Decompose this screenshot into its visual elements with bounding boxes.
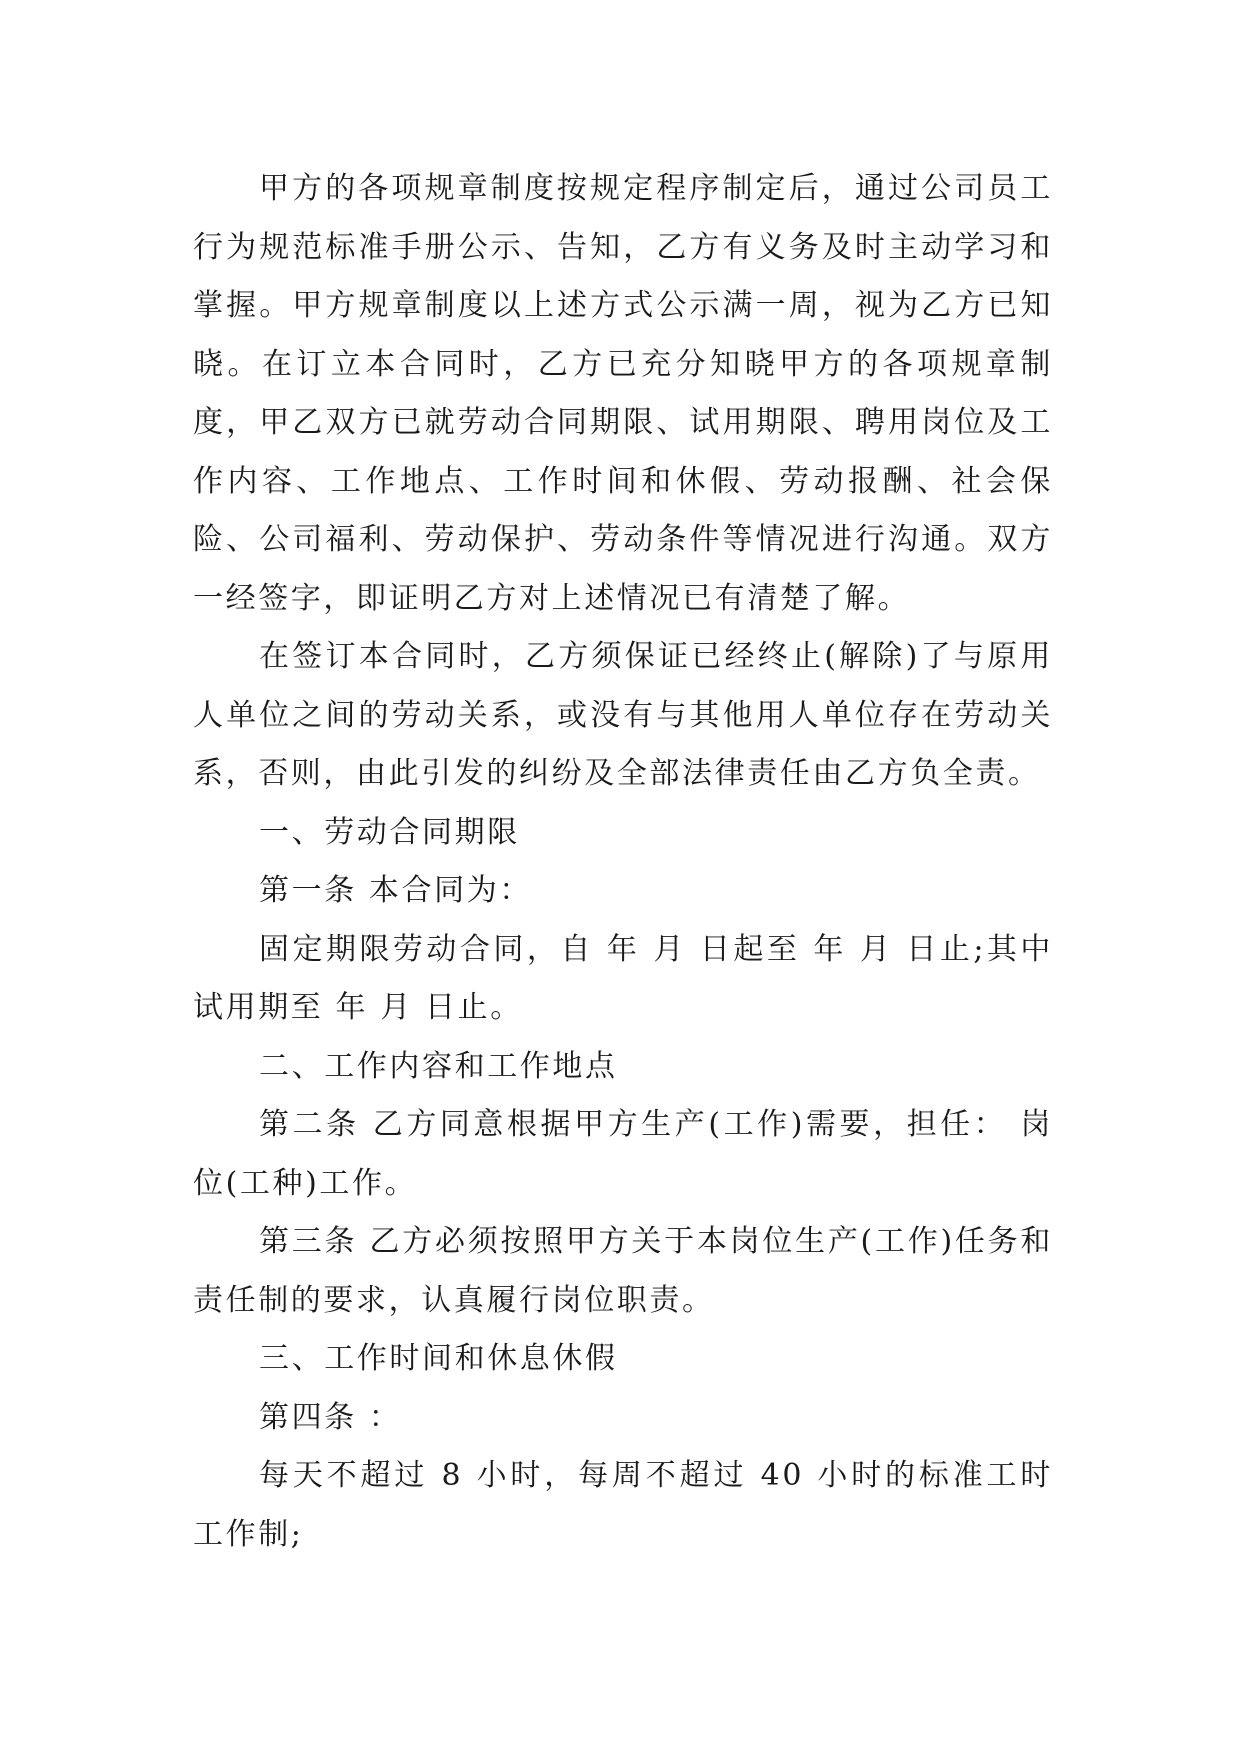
document-body <box>193 160 1053 1564</box>
paragraph-rules-notice: 甲方的各项规章制度按规定程序制定后，通过公司员工行为规范标准手册公示、告知，乙方有义务及时主动学习和掌握。甲方规章制度以上述方式公示满一周，视为乙方已知晓。在订立本合同时，乙方已充分知晓甲方的各项规章制度，甲乙双方已就劳动合同期限、试用期限、聘用岗位及工作内容、工作地点、工作时间和休假、劳动报酬、社会保险、公司福利、劳动保护、劳动条件等情况进行沟通。双方一经签字，即证明乙方对上述情况已有清楚了解。 <box>193 171 1053 616</box>
section-heading-work-content: 二、工作内容和工作地点 <box>259 1048 618 1084</box>
section-heading-contract-term: 一、劳动合同期限 <box>259 814 520 850</box>
article-3: 第三条 乙方必须按照甲方关于本岗位生产(工作)任务和责任制的要求，认真履行岗位职责。 <box>193 1224 1053 1318</box>
article-1-heading: 第一条 本合同为： <box>259 873 532 908</box>
article-2: 第二条 乙方同意根据甲方生产(工作)需要，担任： 岗位(工种)工作。 <box>193 1107 1053 1201</box>
paragraph-fixed-term: 固定期限劳动合同，自 年 月 日起至 年 月 日止;其中试用期至 年 月 日止。 <box>193 931 1053 1025</box>
article-4-heading: 第四条 ： <box>259 1399 402 1435</box>
section-heading-work-hours: 三、工作时间和休息休假 <box>259 1341 618 1376</box>
paragraph-termination-guarantee: 在签订本合同时，乙方须保证已经终止(解除)了与原用人单位之间的劳动关系，或没有与其他用人单位存在劳动关系，否则，由此引发的纠纷及全部法律责任由乙方负全责。 <box>193 639 1053 791</box>
paragraph-standard-hours: 每天不超过 8 小时，每周不超过 40 小时的标准工时工作制; <box>193 1458 1053 1552</box>
